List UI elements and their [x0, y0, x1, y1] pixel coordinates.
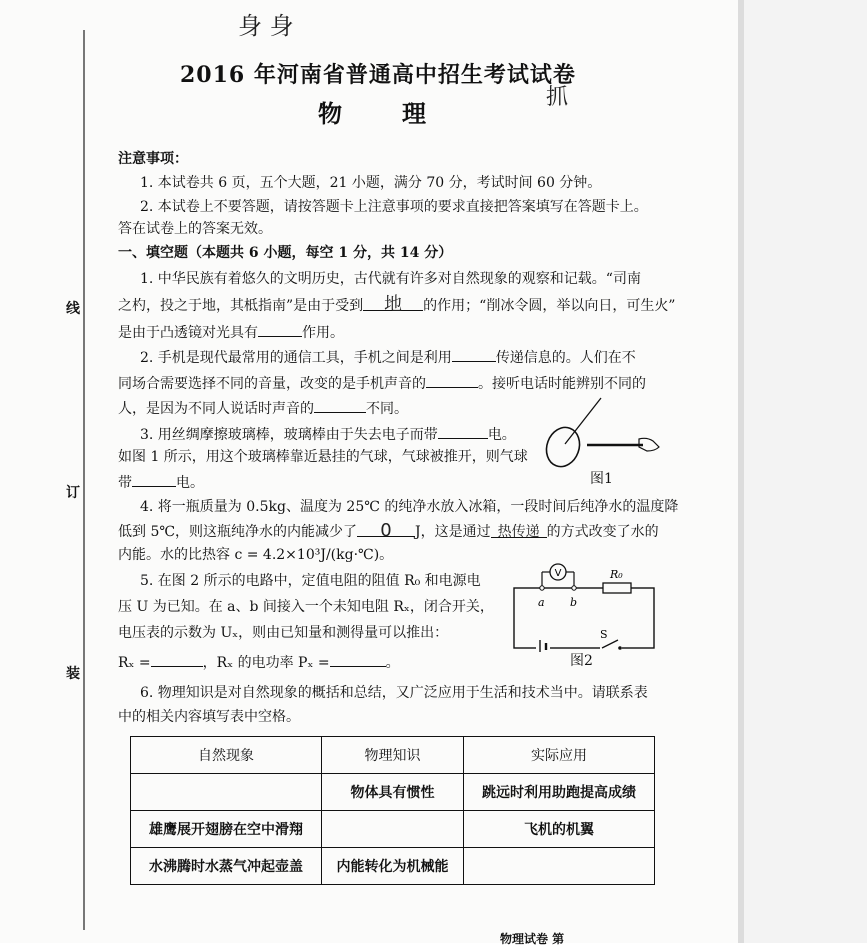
binding-mark-ding: 订: [66, 485, 80, 501]
q4-handwritten-answer-1: 0: [380, 520, 392, 541]
q1-handwritten-answer: 地: [384, 294, 403, 315]
q1-blank-1: [363, 294, 423, 315]
notes-line-1: 1. 本试卷共 6 页，五个大题，21 小题，满分 70 分，考试时间 60 分钟。: [140, 175, 602, 191]
q2-blank-2: [426, 373, 478, 388]
q5-line-4: Rₓ = ，Rₓ 的电功率 Pₓ = 。: [118, 652, 400, 672]
q2-line-1: 2. 手机是现代最常用的通信工具，手机之间是利用 传递信息的。人们在不: [140, 347, 636, 367]
terminal-a: [540, 586, 544, 590]
table-cell: 跳远时利用助跑提高成绩: [463, 774, 654, 811]
figure-2-circuit: [508, 558, 658, 652]
q5-line-1: 5. 在图 2 所示的电路中，定值电阻的阻值 R₀ 和电源电: [140, 573, 481, 589]
q4-blank-1: [357, 520, 415, 541]
table-cell: [131, 774, 322, 811]
q1-line-1: 1. 中华民族有着悠久的文明历史，古代就有许多对自然现象的观察和记载。“司南: [140, 271, 641, 287]
voltmeter-label: V: [554, 568, 562, 579]
scan-margin: [738, 0, 867, 943]
q5-line-3: 电压表的示数为 Uₓ，则由已知量和测得量可以推出：: [118, 625, 449, 641]
q6-line-2: 中的相关内容填写表中空格。: [118, 709, 300, 725]
q2-line-2: 同场合需要选择不同的音量，改变的是手机声音的 。接听电话时能辨别不同的: [118, 373, 646, 393]
table-header-row: [131, 737, 655, 774]
q5-blank-2: [330, 652, 386, 667]
q4-line-1: 4. 将一瓶质量为 0.5kg、温度为 25℃ 的纯净水放入冰箱，一段时间后纯净水的温度降: [140, 499, 679, 515]
table-cell: 水沸腾时水蒸气冲起壶盖: [131, 848, 322, 885]
q1-blank-2: [258, 322, 302, 337]
resistor-label: R₀: [610, 568, 623, 581]
binding-mark-zhuang: 装: [66, 666, 80, 682]
binding-mark-xian: 线: [66, 301, 80, 317]
handwritten-note-title: 抓: [546, 85, 569, 110]
q6-line-1: 6. 物理知识是对自然现象的概括和总结，又广泛应用于生活和技术当中。请联系表: [140, 685, 648, 701]
switch-label: S: [600, 628, 608, 641]
table-cell: [463, 848, 654, 885]
handwritten-note-top: 身 身: [238, 12, 294, 40]
q4-handwritten-answer-2: 热传递: [497, 524, 540, 540]
table-cell: 物体具有惯性: [322, 774, 464, 811]
resistor-r0: [603, 583, 631, 593]
q3-line-3: 带 电。: [118, 472, 204, 492]
q5-line-2: 压 U 为已知。在 a、b 间接入一个未知电阻 Rₓ，闭合开关，: [118, 599, 494, 615]
q3-line-2: 如图 1 所示，用这个玻璃棒靠近悬挂的气球，气球被推开，则气球: [118, 449, 528, 465]
figure-1-balloon-rod: [535, 392, 665, 474]
q1-line-2: 之杓，投之于地，其柢指南”是由于受到 地 的作用；“削冰令圆，举以向日，可生火”: [118, 294, 676, 315]
table-header-cell: 自然现象: [131, 737, 322, 774]
page-footer: 物理试卷 第: [500, 932, 565, 946]
exam-title: 2016 年河南省普通高中招生考试试卷: [180, 62, 576, 88]
table-cell: 内能转化为机械能: [322, 848, 464, 885]
q2-blank-1: [452, 347, 496, 362]
terminal-b-label: b: [570, 596, 578, 609]
q4-line-3: 内能。水的比热容 c = 4.2×10³J/(kg·℃)。: [118, 547, 394, 563]
table-row: [131, 774, 655, 811]
section-heading: 一、填空题（本题共 6 小题，每空 1 分，共 14 分）: [118, 245, 453, 261]
table-row: [131, 848, 655, 885]
q1-line-3: 是由于凸透镜对光具有 作用。: [118, 322, 344, 342]
figure-2-label: 图2: [570, 653, 593, 669]
q4-line-2: 低到 5℃，则这瓶纯净水的内能减少了 0 J，这是通过 热传递 的方式改变了水的: [118, 520, 659, 541]
notes-line-2: 2. 本试卷上不要答题，请按答题卡上注意事项的要求直接把答案填写在答题卡上。: [140, 199, 648, 215]
table-cell: [322, 811, 464, 848]
table-cell: 雄鹰展开翅膀在空中滑翔: [131, 811, 322, 848]
balloon: [541, 423, 585, 472]
figure-1-label: 图1: [590, 471, 613, 487]
table-row: [131, 811, 655, 848]
table-header-cell: 实际应用: [463, 737, 654, 774]
q3-blank-1: [438, 424, 488, 439]
q5-blank-1: [151, 652, 203, 667]
q3-line-1: 3. 用丝绸摩擦玻璃棒，玻璃棒由于失去电子而带 电。: [140, 424, 516, 444]
binding-line: [83, 30, 85, 930]
notes-heading: 注意事项：: [118, 151, 188, 167]
balloon-string: [565, 398, 601, 444]
q3-blank-2: [132, 472, 176, 487]
q4-blank-2: [491, 523, 547, 538]
q2-line-3: 人，是因为不同人说话时声音的 不同。: [118, 398, 408, 418]
terminal-b: [572, 586, 576, 590]
q2-blank-3: [314, 398, 366, 413]
table-cell: 飞机的机翼: [463, 811, 654, 848]
notes-line-3: 答在试卷上的答案无效。: [118, 221, 272, 237]
exam-subject: 物理: [318, 99, 486, 128]
q6-table: [130, 736, 655, 885]
terminal-a-label: a: [538, 596, 545, 609]
table-header-cell: 物理知识: [322, 737, 464, 774]
circuit-outline: [514, 588, 654, 648]
